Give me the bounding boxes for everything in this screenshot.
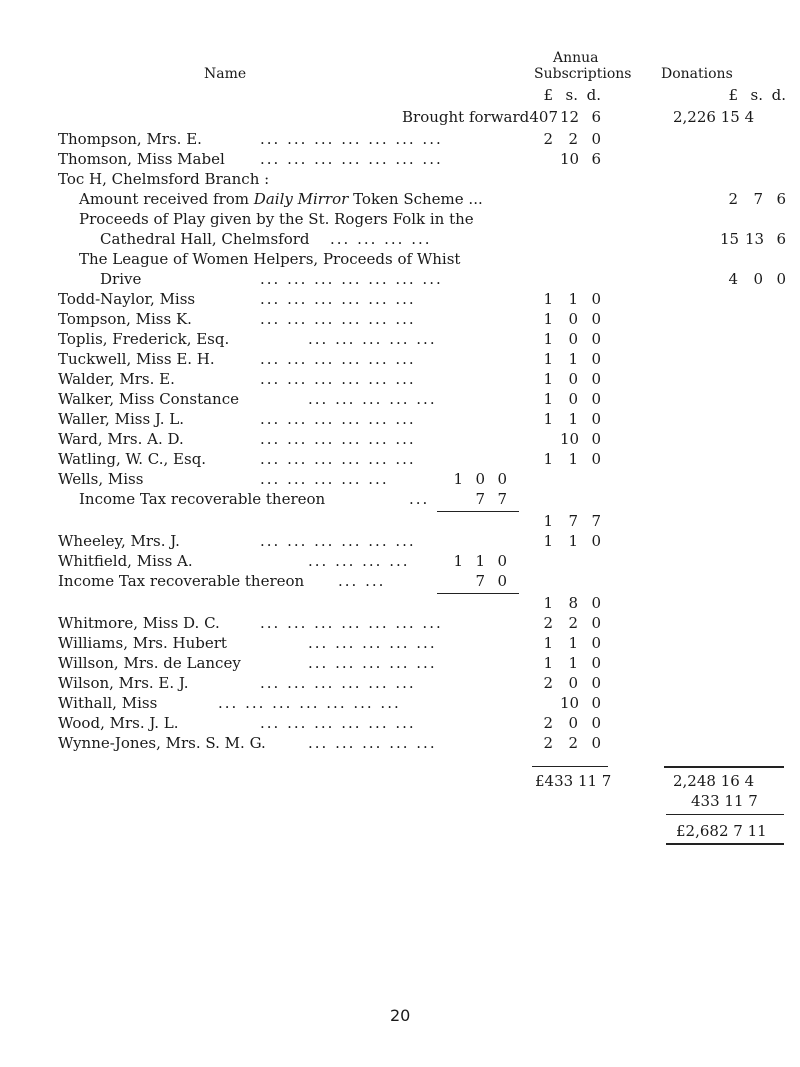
name-header: Name: [204, 66, 247, 82]
sub-shillings: 1: [568, 410, 578, 428]
subscriptions-total-rule: [532, 766, 608, 767]
don-unit-pence: d.: [771, 86, 786, 104]
leader-dots: ... ... ... ... ... ...: [260, 674, 416, 692]
sub-pounds: 1: [543, 532, 553, 550]
don-shillings: 0: [753, 270, 763, 288]
sub-pence: 0: [591, 594, 601, 612]
ledger-row: [58, 410, 416, 428]
brought-forward-donations: 2,226 15 4: [673, 108, 755, 126]
leader-dots: ... ... ... ... ... ...: [260, 290, 416, 308]
ledger-row: [100, 230, 432, 248]
entry-name: Willson, Mrs. de Lancey: [58, 654, 241, 672]
sub-pence: 0: [591, 654, 601, 672]
sub-shillings: 1: [568, 290, 578, 308]
inner-pounds: 1: [453, 470, 463, 488]
sub-pence: 0: [591, 370, 601, 388]
donations-total-rule: [664, 766, 784, 768]
inner-pence: 7: [497, 490, 507, 508]
sub-pence: 0: [591, 430, 601, 448]
ledger-row: [58, 130, 443, 148]
sub-shillings: 10: [560, 430, 580, 448]
leader-dots: ... ... ... ... ... ... ...: [260, 130, 443, 148]
sub-shillings: 0: [568, 674, 578, 692]
sub-pounds: 1: [543, 450, 553, 468]
entry-name: Whitmore, Miss D. C.: [58, 614, 220, 632]
leader-dots: ... ... ... ...: [330, 230, 432, 248]
entry-name: Whitfield, Miss A.: [58, 552, 193, 570]
entry-name: Cathedral Hall, Chelmsford: [100, 230, 310, 248]
subscriptions-carried: 433 11 7: [691, 792, 758, 810]
grand-total-double-rule: [666, 843, 784, 845]
ledger-row: [58, 350, 416, 368]
sub-shillings: 8: [568, 594, 578, 612]
don-shillings: 7: [753, 190, 763, 208]
leader-dots: ... ... ... ... ...: [260, 470, 389, 488]
sub-pounds: 1: [543, 410, 553, 428]
sub-shillings: 1: [568, 654, 578, 672]
sub-pounds: 1: [543, 390, 553, 408]
donations-total: 2,248 16 4: [673, 772, 755, 790]
leader-dots: ... ... ... ... ...: [308, 390, 437, 408]
sub-pence: 0: [591, 450, 601, 468]
leader-dots: ... ... ... ... ... ... ...: [218, 694, 401, 712]
sub-pence: 0: [591, 614, 601, 632]
ledger-row: [58, 290, 416, 308]
don-pence: 0: [776, 270, 786, 288]
don-pounds: 2: [728, 190, 738, 208]
sub-pence: 7: [591, 512, 601, 530]
sub-pence: 0: [591, 410, 601, 428]
sub-pounds: 1: [543, 330, 553, 348]
sub-pence: 0: [591, 130, 601, 148]
ledger-row: [79, 490, 430, 508]
sub-pence: 0: [591, 674, 601, 692]
sub-pence: 0: [591, 310, 601, 328]
inner-pence: 0: [497, 572, 507, 590]
don-pounds: 4: [728, 270, 738, 288]
sub-pounds: 1: [543, 350, 553, 368]
entry-name: Wynne-Jones, Mrs. S. M. G.: [58, 734, 266, 752]
entry-name: Walder, Mrs. E.: [58, 370, 175, 388]
leader-dots: ... ... ... ... ... ...: [260, 370, 416, 388]
entry-name: Thompson, Mrs. E.: [58, 130, 202, 148]
sub-shillings: 0: [568, 370, 578, 388]
ledger-row: Proceeds of Play given by the St. Rogers Folk in the: [79, 210, 474, 228]
sub-pounds: 1: [543, 310, 553, 328]
subscriptions-total: £433 11 7: [535, 772, 612, 790]
grand-total-rule: [666, 814, 784, 815]
sub-pounds: 1: [543, 370, 553, 388]
sub-pounds: 1: [543, 634, 553, 652]
subscriptions-header: Subscriptions: [534, 66, 632, 82]
ledger-row: [58, 572, 386, 590]
inner-pounds: 1: [453, 552, 463, 570]
donations-header: Donations: [661, 66, 733, 82]
ledger-row: Toc H, Chelmsford Branch :: [58, 170, 270, 188]
ledger-row: [58, 714, 416, 732]
sub-pounds: 1: [543, 512, 553, 530]
sub-shillings: 1: [568, 350, 578, 368]
leader-dots: ... ... ... ... ...: [308, 654, 437, 672]
entry-name: Wheeley, Mrs. J.: [58, 532, 180, 550]
entry-name: Wood, Mrs. J. L.: [58, 714, 179, 732]
inner-shillings: 0: [475, 470, 485, 488]
entry-name: Income Tax recoverable thereon: [79, 490, 326, 508]
ledger-row: [58, 674, 416, 692]
leader-dots: ... ... ... ... ... ... ...: [260, 614, 443, 632]
sub-shillings: 10: [560, 694, 580, 712]
annual-header: Annua: [553, 50, 599, 66]
inner-shillings: 7: [475, 490, 485, 508]
sub-pounds: 2: [543, 714, 553, 732]
entry-name: Williams, Mrs. Hubert: [58, 634, 227, 652]
ledger-row: [58, 450, 416, 468]
entry-name: Drive: [100, 270, 142, 288]
sub-shillings: 0: [568, 714, 578, 732]
ledger-row: Amount received from Daily Mirror Token Scheme ...: [79, 190, 483, 208]
inner-shillings: 1: [475, 552, 485, 570]
sub-shillings: 0: [568, 310, 578, 328]
leader-dots: ... ... ... ... ...: [308, 634, 437, 652]
leader-dots: ... ... ... ... ... ...: [260, 350, 416, 368]
subtotal-rule: [437, 593, 519, 594]
subtotal-rule: [437, 511, 519, 512]
page-number: 20: [390, 1006, 411, 1025]
sub-shillings: 1: [568, 532, 578, 550]
sub-unit-pence: d.: [586, 86, 601, 104]
don-pence: 6: [776, 190, 786, 208]
inner-shillings: 7: [475, 572, 485, 590]
ledger-row: The League of Women Helpers, Proceeds of Whist: [79, 250, 461, 268]
entry-name: Tompson, Miss K.: [58, 310, 192, 328]
entry-name: Wilson, Mrs. E. J.: [58, 674, 189, 692]
ledger-row: [58, 552, 410, 570]
sub-pence: 0: [591, 634, 601, 652]
sub-shillings: 1: [568, 634, 578, 652]
ledger-row: [58, 470, 389, 488]
sub-shillings: 7: [568, 512, 578, 530]
ledger-row: [58, 634, 437, 652]
ledger-row: [58, 532, 416, 550]
entry-name: Waller, Miss J. L.: [58, 410, 185, 428]
sub-pence: 0: [591, 330, 601, 348]
ledger-row: [58, 370, 416, 388]
entry-name: Todd-Naylor, Miss: [58, 290, 196, 308]
inner-pence: 0: [497, 552, 507, 570]
ledger-row: [100, 270, 443, 288]
leader-dots: ... ...: [338, 572, 386, 590]
ledger-row: [58, 614, 443, 632]
leader-dots: ... ... ... ... ...: [308, 734, 437, 752]
grand-total: £2,682 7 11: [676, 822, 767, 840]
don-unit-pounds: £: [728, 86, 738, 104]
brought-forward-sub-shillings: 12: [560, 108, 580, 126]
sub-pounds: 2: [543, 130, 553, 148]
entry-name: Tuckwell, Miss E. H.: [58, 350, 215, 368]
sub-shillings: 2: [568, 614, 578, 632]
sub-shillings: 2: [568, 130, 578, 148]
leader-dots: ... ... ... ... ... ...: [260, 532, 416, 550]
don-shillings: 13: [745, 230, 765, 248]
sub-pence: 0: [591, 532, 601, 550]
entry-name: Wells, Miss: [58, 470, 144, 488]
inner-pence: 0: [497, 470, 507, 488]
don-unit-shillings: s.: [750, 86, 763, 104]
leader-dots: ... ... ... ... ... ... ...: [260, 150, 443, 168]
entry-name: Watling, W. C., Esq.: [58, 450, 207, 468]
sub-pounds: 1: [543, 290, 553, 308]
ledger-row: [58, 734, 437, 752]
leader-dots: ... ... ... ... ... ...: [260, 310, 416, 328]
sub-pounds: 2: [543, 674, 553, 692]
sub-pence: 0: [591, 350, 601, 368]
ledger-row: [58, 310, 416, 328]
sub-pence: 0: [591, 734, 601, 752]
brought-forward-sub-pounds: 407: [529, 108, 558, 126]
ledger-row: [58, 654, 437, 672]
entry-name: Ward, Mrs. A. D.: [58, 430, 184, 448]
entry-name: Toplis, Frederick, Esq.: [58, 330, 230, 348]
daily-mirror-title: Daily Mirror: [253, 190, 349, 208]
don-pence: 6: [776, 230, 786, 248]
leader-dots: ... ... ... ... ... ...: [260, 714, 416, 732]
sub-pence: 0: [591, 714, 601, 732]
sub-shillings: 1: [568, 450, 578, 468]
sub-pence: 0: [591, 694, 601, 712]
leader-dots: ... ... ... ... ...: [308, 330, 437, 348]
sub-pounds: 1: [543, 654, 553, 672]
leader-dots: ...: [409, 490, 430, 508]
ledger-row: [58, 694, 401, 712]
ledger-row: [58, 150, 443, 168]
sub-shillings: 0: [568, 330, 578, 348]
sub-pence: 0: [591, 290, 601, 308]
entry-name: Withall, Miss: [58, 694, 158, 712]
brought-forward-label: Brought forward: [402, 108, 530, 126]
sub-unit-pounds: £: [543, 86, 553, 104]
sub-pounds: 1: [543, 594, 553, 612]
sub-unit-shillings: s.: [565, 86, 578, 104]
don-pounds: 15: [720, 230, 740, 248]
sub-shillings: 2: [568, 734, 578, 752]
sub-pounds: 2: [543, 614, 553, 632]
sub-shillings: 10: [560, 150, 580, 168]
sub-pounds: 2: [543, 734, 553, 752]
entry-name: Income Tax recoverable thereon: [58, 572, 305, 590]
leader-dots: ... ... ... ... ... ... ...: [260, 270, 443, 288]
leader-dots: ... ... ... ... ... ...: [260, 410, 416, 428]
leader-dots: ... ... ... ... ... ...: [260, 450, 416, 468]
sub-shillings: 0: [568, 390, 578, 408]
entry-name: Thomson, Miss Mabel: [58, 150, 225, 168]
sub-pence: 0: [591, 390, 601, 408]
ledger-row: [58, 390, 437, 408]
leader-dots: ... ... ... ... ... ...: [260, 430, 416, 448]
sub-pence: 6: [591, 150, 601, 168]
ledger-row: [58, 430, 416, 448]
entry-name: Walker, Miss Constance: [58, 390, 239, 408]
leader-dots: ... ... ... ...: [308, 552, 410, 570]
brought-forward-sub-pence: 6: [591, 108, 601, 126]
ledger-row: [58, 330, 437, 348]
